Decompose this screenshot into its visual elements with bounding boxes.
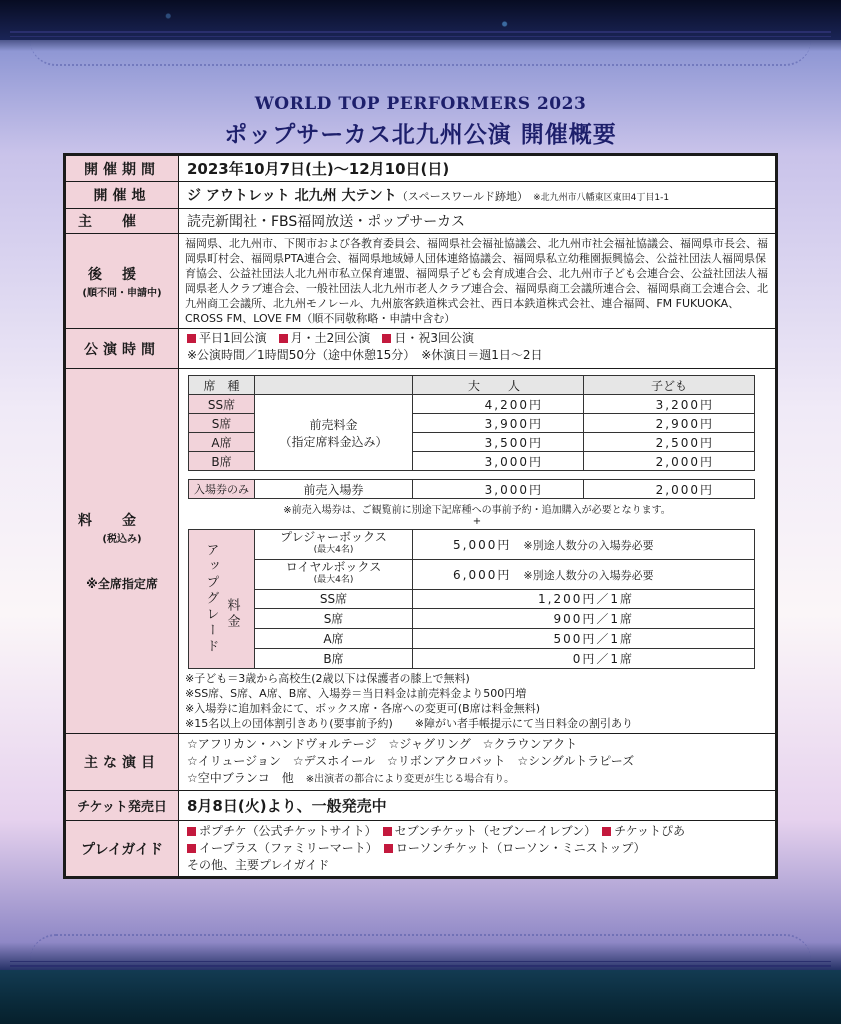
price-reserved-note: ※全席指定席	[86, 577, 158, 591]
row-guide	[65, 821, 777, 878]
organizer-value: 読売新聞社・FBS福岡放送・ポップサーカス	[187, 214, 466, 230]
title-english: WORLD TOP PERFORMERS 2023	[254, 94, 587, 114]
advance-sub: （指定席料金込み）	[279, 434, 388, 449]
row-support	[65, 234, 777, 329]
seat-ss: SS席	[189, 395, 255, 414]
starry-sky-bottom	[0, 970, 841, 1024]
upgrade-label-b: 料金	[224, 598, 240, 630]
label-price: 料金	[78, 513, 166, 529]
price-ss-child: 3,200円	[584, 395, 755, 414]
bullet-icon	[187, 334, 196, 343]
col-child: 子ども	[584, 376, 755, 395]
entry-adult: 3,000円	[413, 480, 584, 499]
venue-paren: （スペースワールド跡地）	[396, 190, 529, 203]
bullet-icon	[383, 827, 392, 836]
bullet-icon	[187, 827, 196, 836]
plus-sign: +	[472, 516, 482, 527]
label-showtime: 公演時間	[65, 329, 179, 369]
upgrade-s-price: 900円／1席	[413, 609, 755, 629]
showtime-mon-sat: 月・土2回公演	[290, 331, 371, 345]
price-note: ※SS席、S席、A席、B席、入場券＝当日料金は前売料金より500円増	[185, 687, 527, 700]
label-support: 後援	[88, 266, 156, 283]
guide-lawson: ローソンチケット（ローソン・ミニストップ）	[395, 841, 646, 855]
support-value: 福岡県、北九州市、下関市および各教育委員会、福岡県社会福祉協議会、北九州市社会福祉協議会、福岡県市長会、福岡県町村会、福岡県PTA連合会、福岡県地域婦人団体連絡協議会、福岡県私立幼稚園振興協会、公益社団法人福岡県保育協会、公益社団法人北九州市私立保育連盟、福岡県子ども会育成連合会、北九州市子ども会連合会、公益社団法人福岡県老人クラブ連合会、一般社団法人北九州市老人クラブ連合会、福岡県商工会議所連合会、福岡県商工会連合会、北九州商工会議所、北九州モノレール、九州旅客鉄道株式会社、西日本鉄道株式会社、連合福岡、FM FUKUOKA、CROSS FM、LOVE FM（順不同敬称略・申請中含む）	[179, 234, 777, 329]
overview-table	[63, 153, 778, 879]
price-ss-adult: 4,200円	[413, 395, 584, 414]
row-acts	[65, 734, 777, 791]
upgrade-a: A席	[255, 629, 413, 649]
showtime-duration: ※公演時間／1時間50分（途中休憩15分） ※休演日＝週1日～2日	[187, 348, 543, 362]
starry-sky-top	[0, 0, 841, 40]
showtime-weekday: 平日1回公演	[199, 331, 267, 345]
lace-ornament	[30, 40, 811, 66]
ticket-value: 8月8日(火)より、一般発売中	[187, 797, 387, 815]
upgrade-pleasure-note: ※別途人数分の入場券必要	[523, 538, 654, 552]
upgrade-label-a: アップグレード	[203, 543, 219, 655]
price-grid	[188, 375, 755, 471]
label-acts: 主な演目	[65, 734, 179, 791]
entry-label: 前売入場券	[255, 480, 413, 499]
upgrade-ss-price: 1,200円／1席	[413, 589, 755, 609]
upgrade-b-price: 0円／1席	[413, 649, 755, 669]
frame-line	[10, 31, 831, 33]
price-s-adult: 3,900円	[413, 414, 584, 433]
bullet-icon	[384, 844, 393, 853]
frame-line	[10, 961, 831, 962]
col-adult: 大 人	[413, 376, 584, 395]
frame-line	[10, 965, 831, 967]
guide-popticket: ポプチケ（公式チケットサイト）	[199, 824, 371, 838]
guide-seven: セブンチケット（セブンーイレブン）	[394, 824, 591, 838]
acts-line: ☆イリュージョン ☆デスホイール ☆リボンアクロバット ☆シングルトラピーズ	[187, 754, 635, 768]
upgrade-pleasure-box: プレジャーボックス	[280, 530, 387, 545]
upgrade-a-price: 500円／1席	[413, 629, 755, 649]
price-a-adult: 3,500円	[413, 433, 584, 452]
entry-note: ※前売入場券は、ご観覧前に別途下記席種への事前予約・追加購入が必要となります。	[283, 505, 671, 516]
upgrade-pleasure-sub: (最大4名)	[313, 545, 354, 556]
label-guide: プレイガイド	[65, 821, 179, 878]
price-b-child: 2,000円	[584, 452, 755, 471]
upgrade-royal-box: ロイヤルボックス	[285, 560, 382, 575]
row-ticket	[65, 791, 777, 821]
row-price	[65, 369, 777, 734]
acts-line: ☆空中ブランコ 他	[187, 771, 294, 785]
entry-grid	[188, 479, 755, 499]
label-organizer: 主催	[65, 209, 179, 234]
price-note: ※入場券に追加料金にて、ボックス席・各席への変更可(B席は料金無料)	[185, 702, 541, 715]
frame-line	[10, 36, 831, 37]
guide-other: その他、主要プレイガイド	[187, 858, 330, 872]
row-organizer	[65, 209, 777, 234]
label-ticket: チケット発売日	[65, 791, 179, 821]
row-venue	[65, 182, 777, 209]
bullet-icon	[187, 844, 196, 853]
price-tax-note: (税込み)	[102, 534, 142, 545]
page-title: ポップサーカス北九州公演 開催概要	[224, 122, 617, 148]
entry-name: 入場券のみ	[189, 480, 255, 499]
guide-pia: チケットぴあ	[614, 824, 686, 838]
period-value: 2023年10月7日(土)～12月10日(日)	[187, 160, 450, 178]
entry-child: 2,000円	[584, 480, 755, 499]
bullet-icon	[279, 334, 288, 343]
upgrade-ss: SS席	[255, 589, 413, 609]
bullet-icon	[382, 334, 391, 343]
row-showtime	[65, 329, 777, 369]
lace-ornament	[30, 934, 811, 960]
acts-note: ※出演者の都合により変更が生じる場合有り。	[305, 774, 515, 785]
seat-a: A席	[189, 433, 255, 452]
price-b-adult: 3,000円	[413, 452, 584, 471]
upgrade-s: S席	[255, 609, 413, 629]
upgrade-pleasure-price: 5,000円	[453, 537, 512, 552]
seat-b: B席	[189, 452, 255, 471]
col-seat: 席 種	[189, 376, 255, 395]
support-sub: (順不同・申請中)	[82, 287, 162, 299]
upgrade-royal-sub: (最大4名)	[313, 575, 354, 586]
advance-label: 前売料金	[309, 417, 358, 432]
price-s-child: 2,900円	[584, 414, 755, 433]
upgrade-royal-note: ※別途人数分の入場券必要	[523, 568, 654, 582]
venue-value: ジ アウトレット 北九州 大テント	[187, 188, 397, 204]
upgrade-grid	[188, 529, 755, 669]
label-venue: 開催地	[65, 182, 179, 209]
upgrade-royal-price: 6,000円	[453, 567, 512, 582]
price-note: ※15名以上の団体割引きあり(要事前予約) ※障がい者手帳提示にて当日料金の割引あり	[185, 717, 634, 730]
acts-line: ☆アフリカン・ハンドヴォルテージ ☆ジャグリング ☆クラウンアクト	[187, 737, 578, 751]
showtime-sun-holiday: 日・祝3回公演	[394, 331, 474, 345]
label-period: 開催期間	[65, 155, 179, 182]
price-note: ※子ども＝3歳から高校生(2歳以下は保護者の膝上で無料)	[185, 672, 470, 685]
bullet-icon	[602, 827, 611, 836]
seat-s: S席	[189, 414, 255, 433]
venue-address: ※北九州市八幡東区東田4丁目1-1	[533, 193, 670, 203]
price-a-child: 2,500円	[584, 433, 755, 452]
row-period	[65, 155, 777, 182]
guide-eplus: イープラス（ファミリーマート）	[199, 841, 372, 855]
upgrade-b: B席	[255, 649, 413, 669]
